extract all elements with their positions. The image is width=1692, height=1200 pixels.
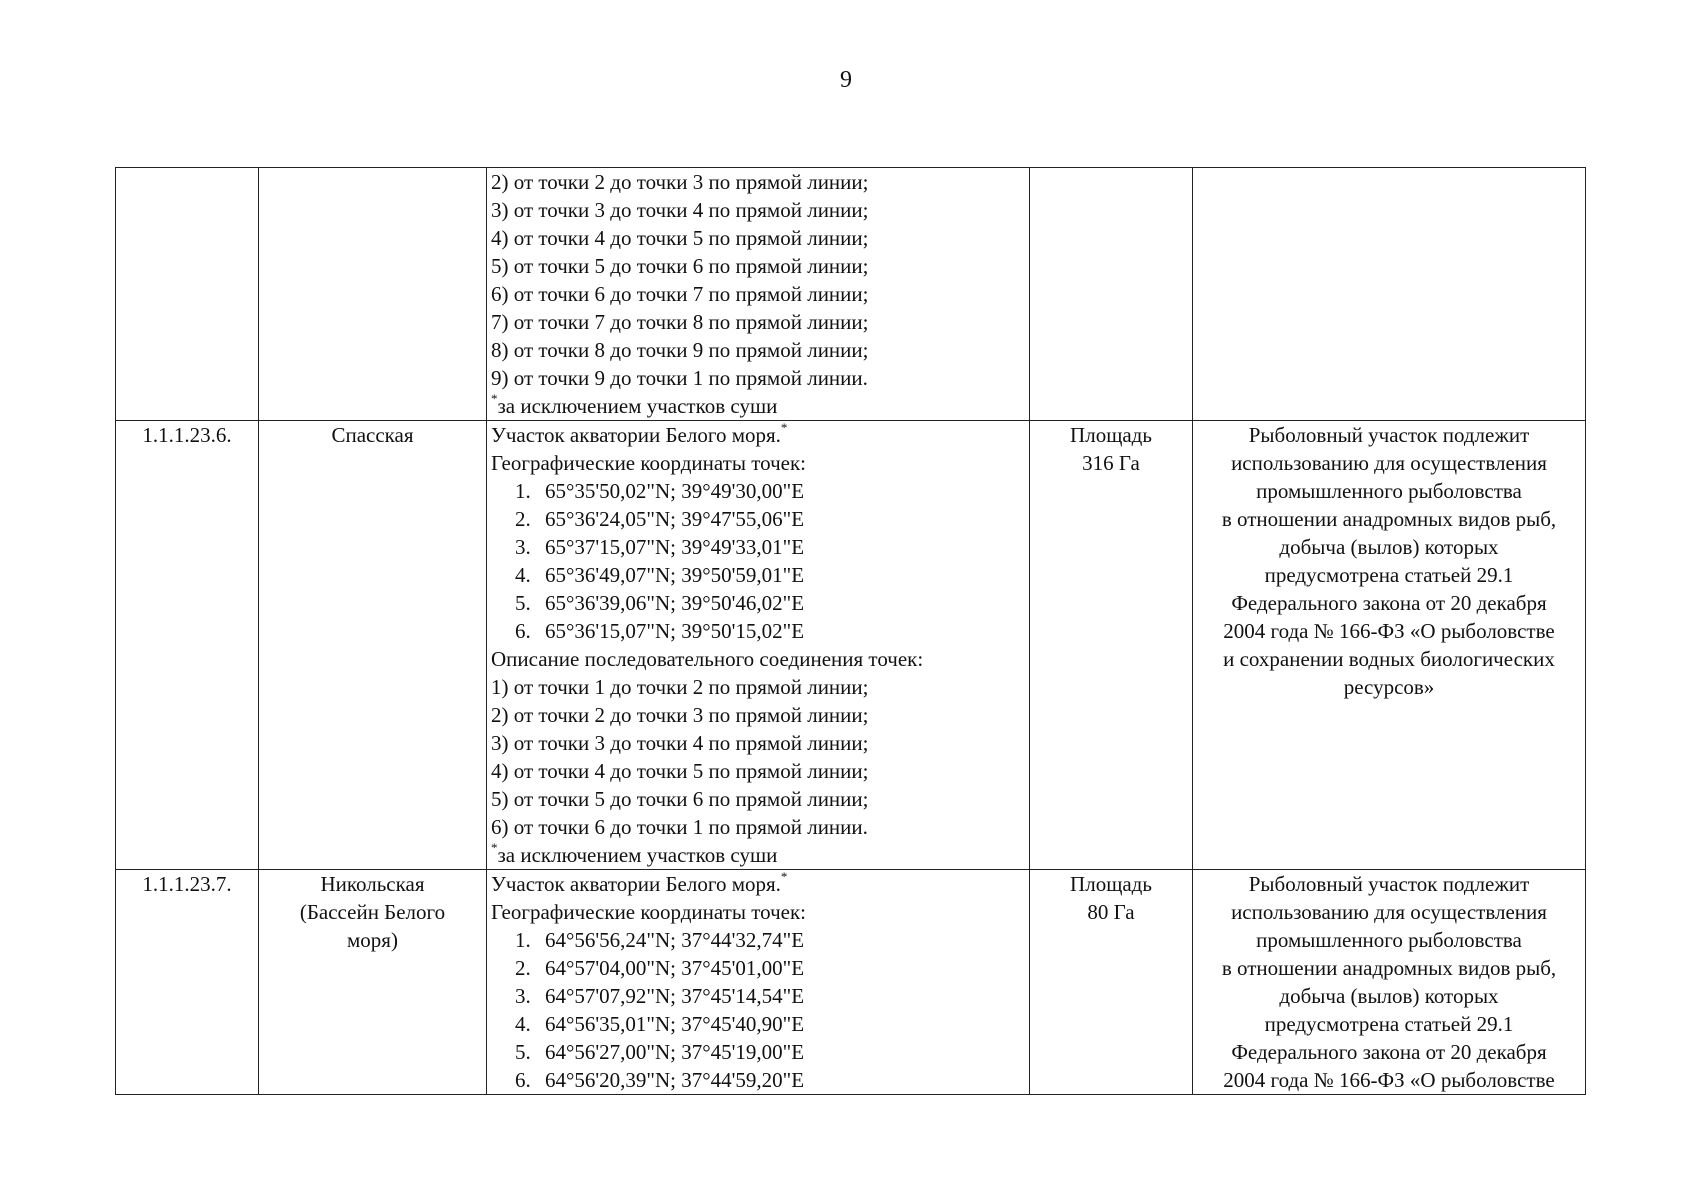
cell-number: 1.1.1.23.6. xyxy=(116,421,259,870)
point-number: 2. xyxy=(515,507,531,531)
area-name: моря) xyxy=(347,928,398,952)
point-item xyxy=(491,477,1025,505)
cell-name xyxy=(259,421,487,870)
point-item xyxy=(491,926,1025,954)
cell-area xyxy=(1030,168,1193,421)
note-line: Рыболовный участок подлежит xyxy=(1248,872,1530,896)
point-coordinates: 64°56'20,39"N; 37°44'59,20"E xyxy=(545,1068,805,1092)
point-number: 4. xyxy=(515,563,531,587)
point-item xyxy=(491,617,1025,645)
cell-name xyxy=(259,168,487,421)
segment-line: 3) от точки 3 до точки 4 по прямой линии; xyxy=(491,731,869,755)
cell-area xyxy=(1030,870,1193,1095)
point-coordinates: 64°56'56,24"N; 37°44'32,74"E xyxy=(545,928,805,952)
cell-name xyxy=(259,870,487,1095)
cell-description xyxy=(487,168,1030,421)
point-coordinates: 65°36'24,05"N; 39°47'55,06"E xyxy=(545,507,805,531)
section-heading xyxy=(491,870,1025,898)
point-item xyxy=(491,1038,1025,1066)
point-item xyxy=(491,505,1025,533)
footnote-mark: * xyxy=(491,840,498,855)
segment-line: 5) от точки 5 до точки 6 по прямой линии; xyxy=(491,254,869,278)
point-number: 2. xyxy=(515,956,531,980)
point-number: 1. xyxy=(515,479,531,503)
segment-line: 7) от точки 7 до точки 8 по прямой линии; xyxy=(491,310,869,334)
point-item xyxy=(491,561,1025,589)
segment-line: 8) от точки 8 до точки 9 по прямой линии; xyxy=(491,338,869,362)
cell-area xyxy=(1030,421,1193,870)
point-item xyxy=(491,589,1025,617)
point-coordinates: 64°57'07,92"N; 37°45'14,54"E xyxy=(545,984,805,1008)
note-line: использованию для осуществления xyxy=(1231,451,1547,475)
footnote-text: за исключением участков суши xyxy=(497,394,778,418)
point-coordinates: 64°57'04,00"N; 37°45'01,00"E xyxy=(545,956,805,980)
cell-description xyxy=(487,421,1030,870)
segment-line: 2) от точки 2 до точки 3 по прямой линии; xyxy=(491,170,869,194)
point-coordinates: 65°36'49,07"N; 39°50'59,01"E xyxy=(545,563,805,587)
note-line: использованию для осуществления xyxy=(1231,900,1547,924)
point-item xyxy=(491,954,1025,982)
note-line: Федерального закона от 20 декабря xyxy=(1231,591,1547,615)
point-number: 1. xyxy=(515,928,531,952)
segment-line: 4) от точки 4 до точки 5 по прямой линии; xyxy=(491,226,869,250)
point-number: 5. xyxy=(515,591,531,615)
note-line: Рыболовный участок подлежит xyxy=(1248,423,1530,447)
point-coordinates: 65°35'50,02"N; 39°49'30,00"E xyxy=(545,479,805,503)
note-line: Федерального закона от 20 декабря xyxy=(1231,1040,1547,1064)
point-coordinates: 65°36'15,07"N; 39°50'15,02"E xyxy=(545,619,805,643)
area-label: Площадь xyxy=(1070,423,1152,447)
note-line: предусмотрена статьей 29.1 xyxy=(1264,1012,1514,1036)
note-line: добыча (вылов) которых xyxy=(1279,535,1499,559)
cell-note xyxy=(1193,168,1586,421)
segment-line: 4) от точки 4 до точки 5 по прямой линии; xyxy=(491,759,869,783)
point-number: 3. xyxy=(515,535,531,559)
cell-description xyxy=(487,870,1030,1095)
point-item xyxy=(491,982,1025,1010)
page-number: 9 xyxy=(840,67,852,93)
cell-note xyxy=(1193,421,1586,870)
footnote-mark: * xyxy=(780,420,788,435)
area-name: Никольская xyxy=(320,872,425,896)
area-value: 316 Га xyxy=(1082,451,1140,475)
area-label: Площадь xyxy=(1070,872,1152,896)
note-line: ресурсов» xyxy=(1343,675,1435,699)
note-line: промышленного рыболовства xyxy=(1256,928,1522,952)
coords-title: Географические координаты точек: xyxy=(491,900,806,924)
cell-number xyxy=(116,168,259,421)
segment-line: 3) от точки 3 до точки 4 по прямой линии; xyxy=(491,198,869,222)
area-value: 80 Га xyxy=(1087,900,1135,924)
point-coordinates: 64°56'27,00"N; 37°45'19,00"E xyxy=(545,1040,805,1064)
point-number: 6. xyxy=(515,1068,531,1092)
heading-text: Участок акватории Белого моря. xyxy=(491,872,781,896)
point-item xyxy=(491,1010,1025,1038)
cell-note xyxy=(1193,870,1586,1095)
footnote-line xyxy=(491,392,1025,420)
segment-line: 6) от точки 6 до точки 7 по прямой линии; xyxy=(491,282,869,306)
point-number: 4. xyxy=(515,1012,531,1036)
area-name: Спасская xyxy=(331,423,414,447)
table-row-continuation xyxy=(116,168,1586,421)
footnote-mark: * xyxy=(491,391,498,406)
table-row-nikolskaya xyxy=(116,870,1586,1095)
point-coordinates: 65°37'15,07"N; 39°49'33,01"E xyxy=(545,535,805,559)
segment-line: 9) от точки 9 до точки 1 по прямой линии. xyxy=(491,366,868,390)
point-coordinates: 64°56'35,01"N; 37°45'40,90"E xyxy=(545,1012,805,1036)
cell-number: 1.1.1.23.7. xyxy=(116,870,259,1095)
coords-title: Географические координаты точек: xyxy=(491,451,806,475)
note-line: в отношении анадромных видов рыб, xyxy=(1221,956,1557,980)
description-title: Описание последовательного соединения точек: xyxy=(491,647,924,671)
footnote-mark: * xyxy=(780,869,788,884)
segment-line: 5) от точки 5 до точки 6 по прямой линии; xyxy=(491,787,869,811)
note-line: 2004 года № 166-ФЗ «О рыболовстве xyxy=(1223,619,1555,643)
note-line: добыча (вылов) которых xyxy=(1279,984,1499,1008)
table-row-spasskaya xyxy=(116,421,1586,870)
note-line: в отношении анадромных видов рыб, xyxy=(1221,507,1557,531)
point-number: 6. xyxy=(515,619,531,643)
point-coordinates: 65°36'39,06"N; 39°50'46,02"E xyxy=(545,591,805,615)
segment-line: 6) от точки 6 до точки 1 по прямой линии. xyxy=(491,815,868,839)
note-line: промышленного рыболовства xyxy=(1256,479,1522,503)
note-line: 2004 года № 166-ФЗ «О рыболовстве xyxy=(1223,1068,1555,1092)
note-line: и сохранении водных биологических xyxy=(1223,647,1555,671)
section-heading xyxy=(491,421,1025,449)
footnote-text: за исключением участков суши xyxy=(497,843,778,867)
fishing-areas-table xyxy=(115,167,1586,1095)
area-name: (Бассейн Белого xyxy=(299,900,446,924)
footnote-line xyxy=(491,841,1025,869)
segment-line: 2) от точки 2 до точки 3 по прямой линии; xyxy=(491,703,869,727)
point-item xyxy=(491,533,1025,561)
point-number: 3. xyxy=(515,984,531,1008)
heading-text: Участок акватории Белого моря. xyxy=(491,423,781,447)
point-number: 5. xyxy=(515,1040,531,1064)
segment-line: 1) от точки 1 до точки 2 по прямой линии; xyxy=(491,675,869,699)
note-line: предусмотрена статьей 29.1 xyxy=(1264,563,1514,587)
point-item xyxy=(491,1066,1025,1094)
